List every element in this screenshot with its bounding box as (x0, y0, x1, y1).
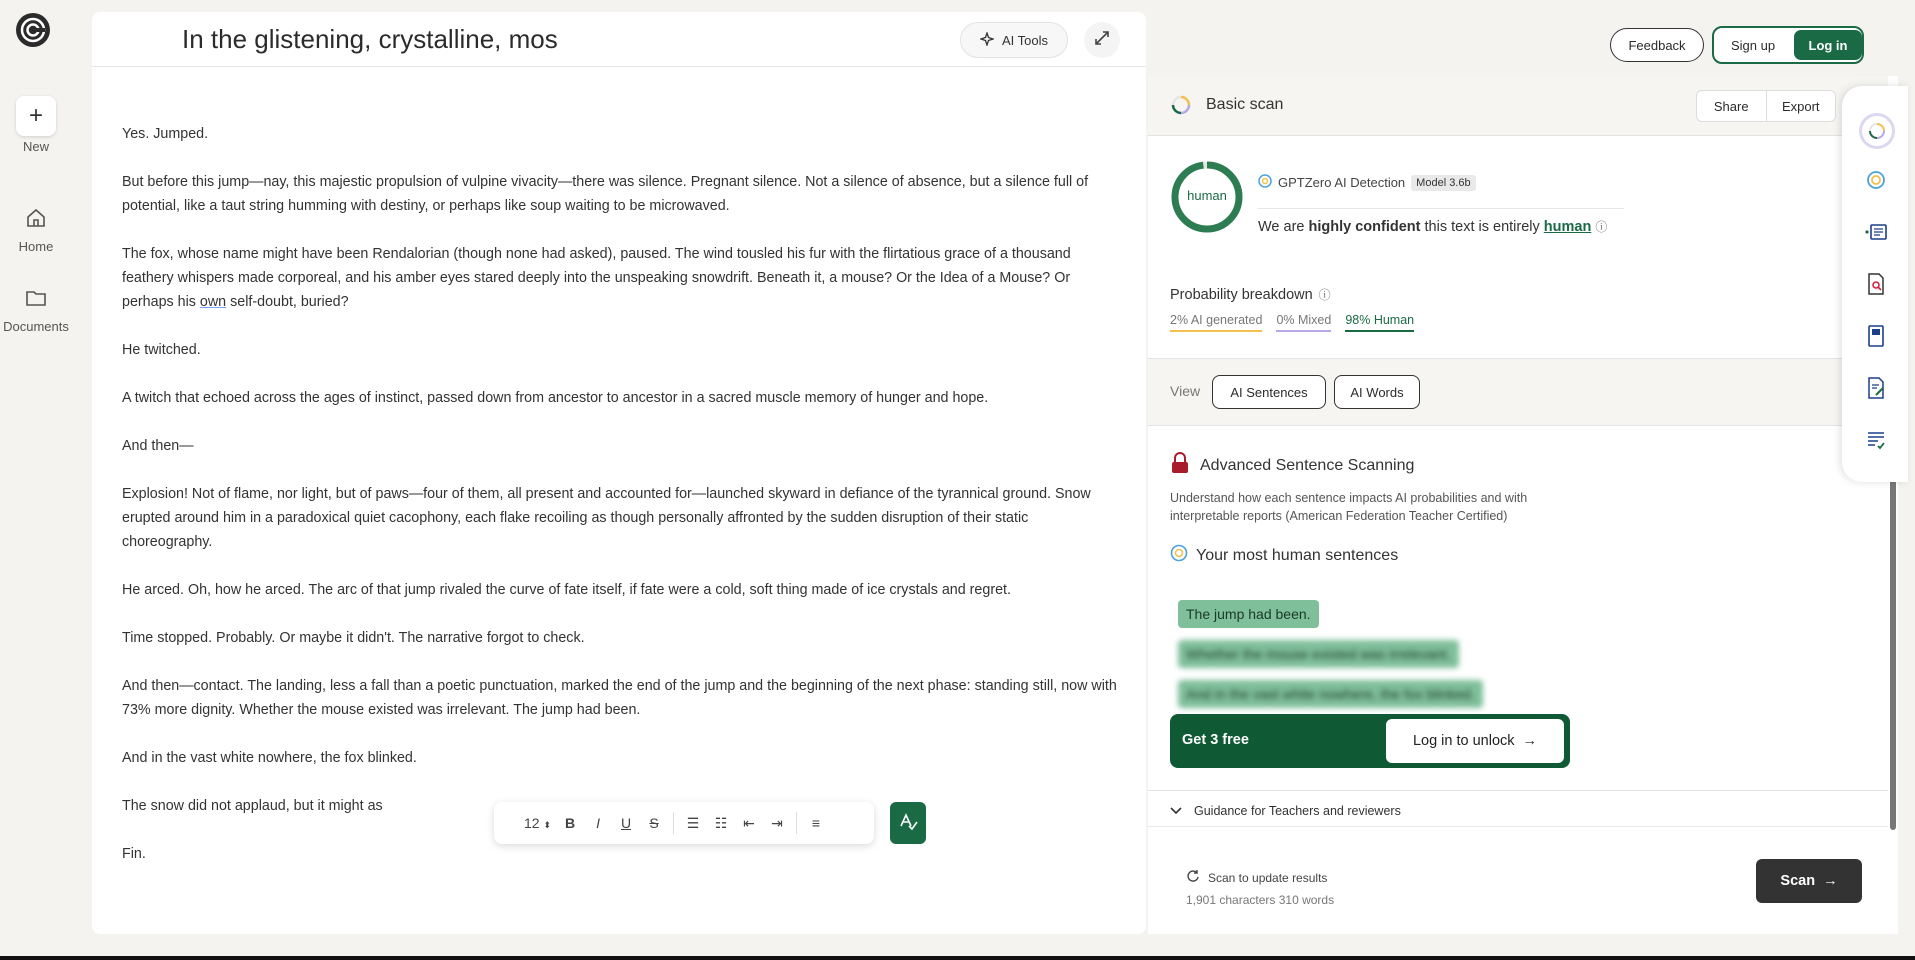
editor-panel (92, 12, 1146, 934)
ai-tools-button[interactable] (960, 22, 1068, 58)
indent-icon[interactable]: ⇥ (771, 814, 783, 831)
expand-icon (1093, 29, 1111, 52)
human-prob: 98% Human (1345, 313, 1414, 332)
edit-document-tool-icon[interactable] (1864, 376, 1888, 400)
documents-label[interactable]: Documents (3, 319, 69, 334)
probability-items (1170, 313, 1414, 332)
human-sentence: The jump had been. (1178, 600, 1319, 628)
confidence-level: highly confident (1308, 219, 1421, 235)
document-body[interactable] (122, 122, 1122, 890)
left-rail (0, 0, 72, 960)
signup-button[interactable]: Sign up (1730, 37, 1776, 53)
character-word-count: 1,901 characters 310 words (1186, 893, 1335, 907)
window-bottom-edge (0, 956, 1915, 960)
arrow-right-icon: → (1522, 733, 1538, 749)
probability-title (1170, 286, 1414, 303)
format-toolbar (494, 802, 874, 844)
result-summary (1170, 160, 1870, 250)
paragraph: Yes. Jumped. (122, 126, 209, 142)
login-to-unlock-label: Log in to unlock (1412, 733, 1515, 749)
plagiarism-tool-icon[interactable] (1864, 272, 1888, 296)
advanced-title-text: Advanced Sentence Scanning (1200, 456, 1415, 474)
human-sentence-blurred: Whether the mouse existed was irrelevant. (1178, 640, 1459, 668)
confidence-result: human (1543, 219, 1592, 235)
paragraph: Fin. (122, 846, 146, 862)
lock-icon (1170, 452, 1190, 479)
human-sentences-title-text: Your most human sentences (1196, 546, 1399, 564)
outdent-icon[interactable]: ⇤ (743, 814, 755, 831)
advanced-description: Understand how each sentence impacts AI probabilities and with interpretable reports (American Federation Teacher Certified) (1170, 491, 1528, 523)
scan-title: Basic scan (1206, 96, 1284, 113)
gptzero-icon (1258, 174, 1272, 191)
font-size-value: 12 (524, 815, 540, 831)
plus-icon: + (28, 102, 43, 129)
strikethrough-icon[interactable]: S (649, 815, 659, 831)
get-free-label: Get 3 free (1182, 732, 1249, 748)
detector-name: GPTZero AI Detection (1278, 175, 1406, 190)
sparkle-icon (980, 32, 994, 49)
paragraph: The snow did not applaud, but it might as (122, 798, 383, 814)
results-panel (1148, 12, 1898, 934)
confidence-text: this text is entirely (1420, 219, 1544, 235)
ai-words-button[interactable]: AI Words (1334, 375, 1420, 409)
paragraph: He twitched. (122, 342, 201, 358)
paragraph: And then—contact. The landing, less a fall than a poetic punctuation, marked the end of the jump and the beginning of the next phase: standing still, now with 73% more dignity. Whether the mouse existed was irrelevant. The jump had been. (122, 678, 1117, 718)
home-label[interactable]: Home (18, 239, 54, 254)
top-bar (1148, 12, 1898, 76)
italic-icon[interactable]: I (596, 815, 600, 831)
info-icon[interactable]: ⓘ (1595, 220, 1608, 234)
text-check-icon (898, 811, 918, 836)
numbered-list-icon[interactable]: ☰ (686, 814, 700, 831)
guidance-label: Guidance for Teachers and reviewers (1194, 804, 1401, 818)
stepper-icon: ⬍ (543, 820, 552, 830)
feedback-button[interactable]: Feedback (1610, 28, 1704, 62)
folder-icon[interactable] (22, 284, 50, 312)
scan-update-note (1186, 869, 1327, 886)
new-document-button[interactable] (16, 96, 56, 136)
probability-breakdown (1170, 286, 1414, 332)
ring-label: human (1187, 188, 1227, 203)
refresh-icon (1186, 869, 1200, 886)
ai-generated-prob: 2% AI generated (1170, 313, 1262, 332)
expand-button[interactable] (1084, 22, 1120, 58)
writing-assist-button[interactable] (890, 802, 926, 844)
paragraph (122, 242, 1122, 314)
chevron-down-icon (1170, 804, 1182, 818)
model-badge: Model 3.6b (1411, 175, 1475, 191)
underlined-word[interactable]: own (199, 294, 227, 310)
app-logo-icon[interactable] (15, 12, 51, 48)
export-button[interactable]: Export (1781, 98, 1820, 114)
paragraph: And in the vast white nowhere, the fox blinked. (122, 750, 417, 766)
font-size-select[interactable] (524, 815, 551, 831)
paragraph: But before this jump—nay, this majestic propulsion of vulpine vivacity—there was silence. Pregnant silence. Not a silence of absence, but a silence full of potential, like a taut string humming with destiny, or perhaps like soup waiting to be microwaved. (122, 174, 1089, 214)
ai-tools-label: AI Tools (1001, 32, 1048, 48)
scan-tool-icon[interactable] (1862, 116, 1892, 146)
unlock-banner (1170, 714, 1570, 768)
confidence-text: We are (1258, 219, 1309, 235)
share-button[interactable]: Share (1697, 91, 1767, 121)
ai-detect-tool-icon[interactable] (1864, 168, 1888, 192)
checklist-tool-icon[interactable] (1864, 428, 1888, 452)
detector-line (1258, 174, 1476, 191)
human-sentence-blurred: And in the vast white nowhere, the fox blinked. (1178, 680, 1483, 708)
paragraph-text: self-doubt, buried? (230, 294, 349, 310)
scan-footer (1148, 826, 1888, 934)
book-tool-icon[interactable] (1864, 324, 1888, 348)
login-button[interactable]: Log in (1794, 30, 1862, 60)
advanced-title (1170, 452, 1590, 479)
scan-update-text: Scan to update results (1208, 870, 1328, 885)
scan-button-label: Scan (1780, 873, 1816, 889)
view-selector (1148, 358, 1888, 426)
bullet-list-icon[interactable]: ☷ (714, 814, 728, 831)
gptzero-icon (1170, 544, 1188, 567)
divider (796, 812, 797, 834)
mixed-prob: 0% Mixed (1276, 313, 1331, 332)
bold-icon[interactable]: B (564, 815, 576, 831)
probability-title-text: Probability breakdown (1170, 286, 1313, 303)
paragraph: Explosion! Not of flame, nor light, but of paws—four of them, all present and accounted for—launched skyward in defiance of the tyrannical ground. Snow erupted around him in a paradoxical quiet cacophony, each flake recoiling as though personally affronted by the sudden disruption of their static choreography. (122, 486, 1091, 550)
divider (1258, 208, 1624, 209)
align-icon[interactable]: ≡ (811, 815, 821, 831)
ai-sentences-button[interactable]: AI Sentences (1212, 375, 1326, 409)
document-title[interactable]: In the glistening, crystalline, mos (182, 24, 558, 54)
scan-spinner-icon (1170, 94, 1192, 121)
advanced-scanning (1170, 452, 1590, 525)
divider (1148, 790, 1888, 791)
scan-button[interactable] (1756, 859, 1862, 903)
paragraph: And then— (122, 438, 194, 454)
paragraph-text: The fox, whose name might have been Rendalorian (though none had asked), paused. The wind tousled his fur with the flirtatious grace of a thousand feathery whispers made corporeal, and his amber eyes stared deeply into the unspeaking snowdrift. Beneath it, a mouse? Or the Idea of a Mouse? Or perhaps his (122, 246, 1071, 310)
human-sentences-title (1170, 544, 1398, 567)
source-tool-icon[interactable] (1864, 220, 1888, 244)
guidance-toggle[interactable] (1170, 804, 1401, 818)
underline-icon[interactable]: U (620, 815, 632, 831)
auth-buttons (1712, 26, 1864, 64)
home-icon[interactable] (22, 204, 50, 232)
side-toolbar (1842, 86, 1908, 482)
editor-header (92, 12, 1146, 67)
divider (673, 812, 674, 834)
share-export-group (1696, 90, 1836, 122)
paragraph: He arced. Oh, how he arced. The arc of that jump rivaled the curve of fate itself, if fate were a cold, soft thing made of ice crystals and regret. (122, 582, 1011, 598)
arrow-right-icon: → (1823, 873, 1838, 889)
new-label: New (22, 139, 49, 154)
login-to-unlock-button[interactable] (1386, 719, 1564, 763)
view-label: View (1170, 383, 1201, 399)
paragraph: A twitch that echoed across the ages of instinct, passed down from ancestor to ancestor in a sacred muscle memory of hunger and hope. (122, 390, 989, 406)
info-icon[interactable]: ⓘ (1318, 288, 1331, 302)
paragraph: Time stopped. Probably. Or maybe it didn't. The narrative forgot to check. (122, 630, 585, 646)
scan-header (1148, 76, 1888, 136)
results-scrollbar[interactable] (1890, 470, 1896, 830)
confidence-statement (1258, 218, 1607, 235)
